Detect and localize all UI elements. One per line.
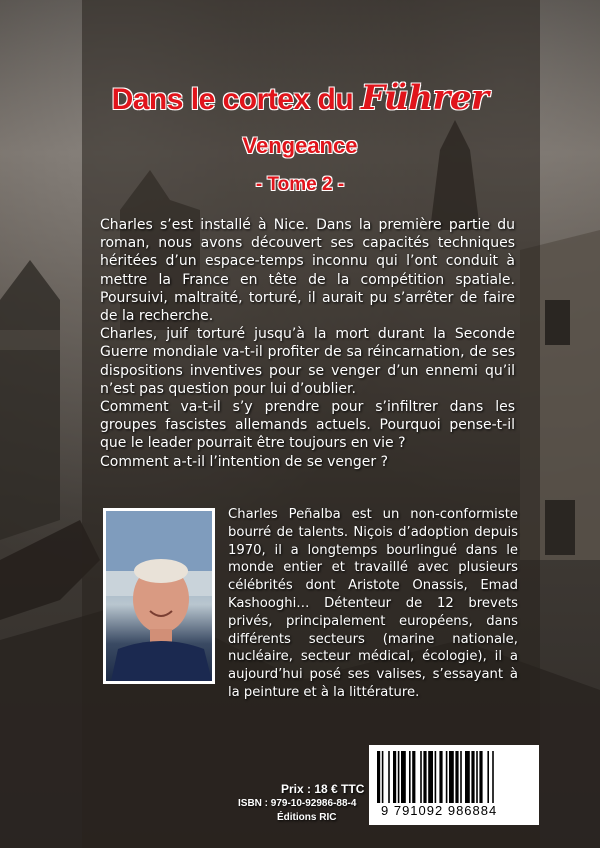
author-photo (103, 508, 215, 684)
publisher: Éditions RIC (277, 812, 337, 823)
back-cover-blurb (100, 216, 515, 471)
blurb-paragraph: Comment va-t-il s’y prendre pour s’infiltrer dans les groupes fascistes allemands actuels. Pourquoi pense-t-il que le leader pourrait être toujours en vie ? (100, 399, 515, 452)
barcode (369, 745, 539, 825)
book-title (0, 78, 600, 118)
blurb-paragraph: Comment a-t-il l’intention de se venger ? (100, 453, 389, 470)
barcode-number: 9 791092 986884 (381, 803, 498, 818)
book-subtitle: Vengeance (242, 133, 358, 158)
blurb-paragraph: Charles s’est installé à Nice. Dans la première partie du roman, nous avons découvert ses capacités techniques héritées d’un espace-temps inconnu qui l’ont conduit à mettre la France en tête de la compétition spatiale. Poursuivi, maltraité, torturé, il aurait pu s’arrêter de faire de la recherche. (100, 217, 515, 325)
tome-number: - Tome 2 - (255, 174, 345, 195)
blurb-paragraph: Charles, juif torturé jusqu’à la mort durant la Seconde Guerre mondiale va-t-il profiter de sa réincarnation, de ses dispositions inventives pour se venger d’un ennemi qu’il n’est pas question pour lui d’oublier. (100, 326, 515, 397)
barcode-bars (377, 751, 531, 803)
author-bio: Charles Peñalba est un non-conformiste bourré de talents. Niçois d’adoption depuis 1970, il a longtemps bourlingué dans le monde entier et travaillé avec plusieurs célébrités dont Aristote Onassis, Emad Kashooghi… Détenteur de 12 brevets privés, principalement européens, dans différents secteurs (marine nationale, nucléaire, secteur médical, écologie), il a aujourd’hui posé ses valises, s’essayant à la peinture et à la littérature. (228, 507, 518, 700)
title-highlight: Führer (360, 78, 489, 118)
price: Prix : 18 € TTC (281, 782, 365, 796)
isbn: ISBN : 979-10-92986-88-4 (238, 798, 357, 809)
title-main: Dans le cortex du (111, 83, 354, 116)
